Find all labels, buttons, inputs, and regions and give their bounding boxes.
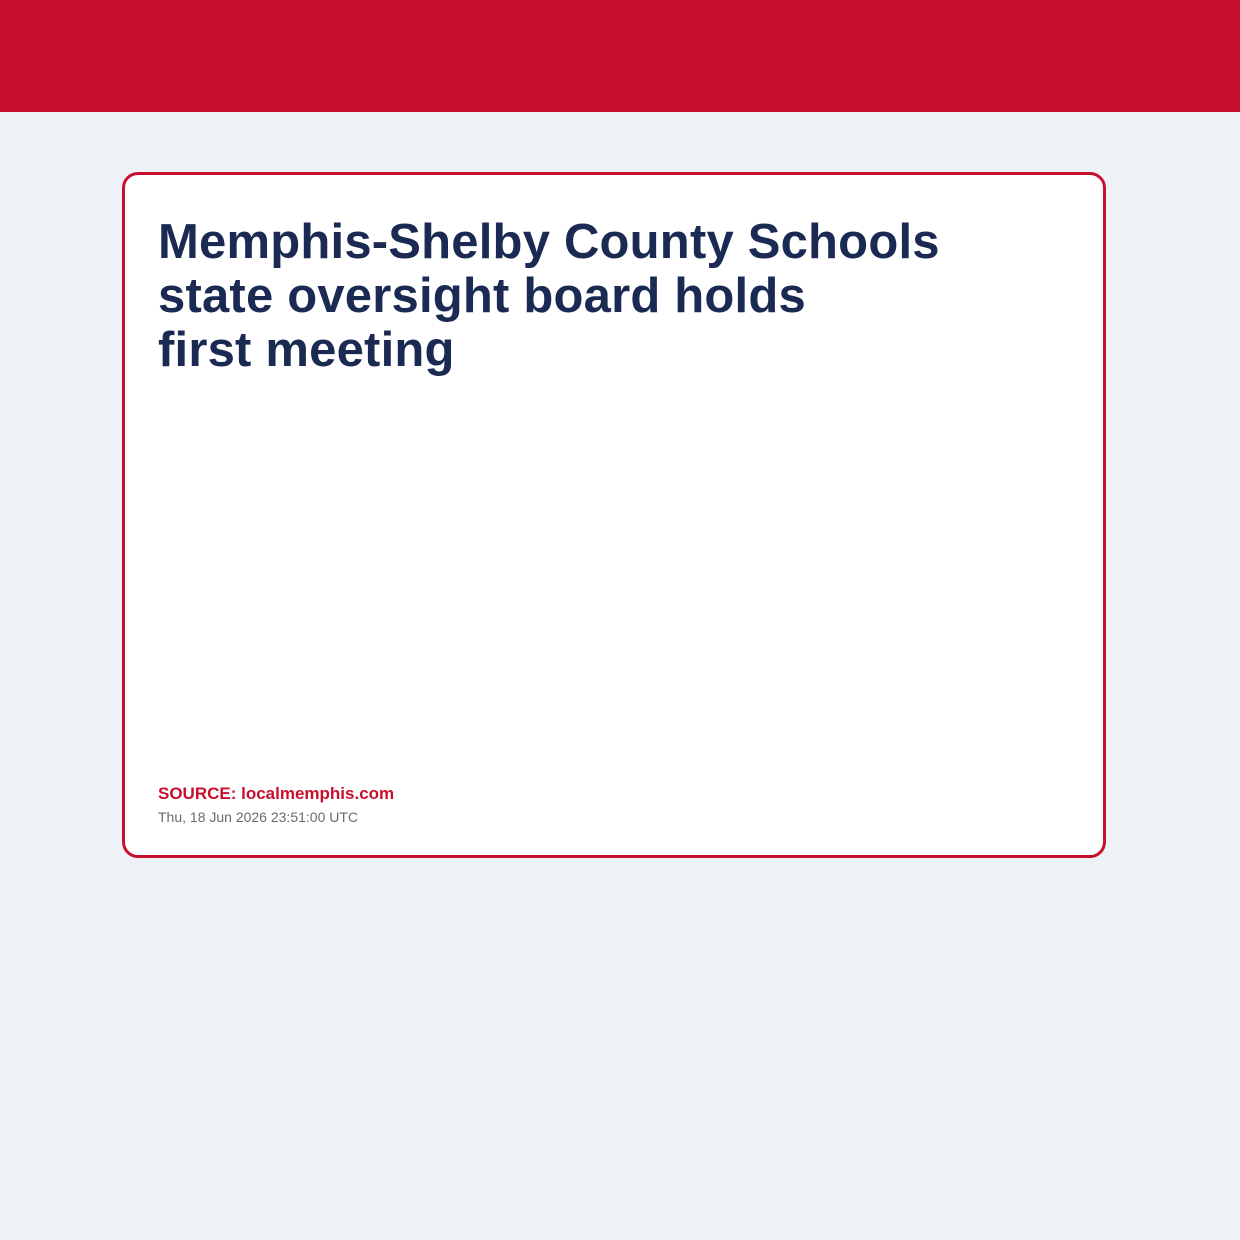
top-banner (0, 0, 1240, 112)
headline-line-3: first meeting (158, 323, 455, 377)
headline-line-2: state oversight board holds (158, 269, 806, 323)
timestamp: Thu, 18 Jun 2026 23:51:00 UTC (158, 809, 359, 825)
headline-line-1: Memphis-Shelby County Schools (158, 215, 940, 269)
headline (158, 215, 1058, 377)
news-card (122, 172, 1106, 858)
source-label: SOURCE: localmemphis.com (158, 784, 395, 803)
